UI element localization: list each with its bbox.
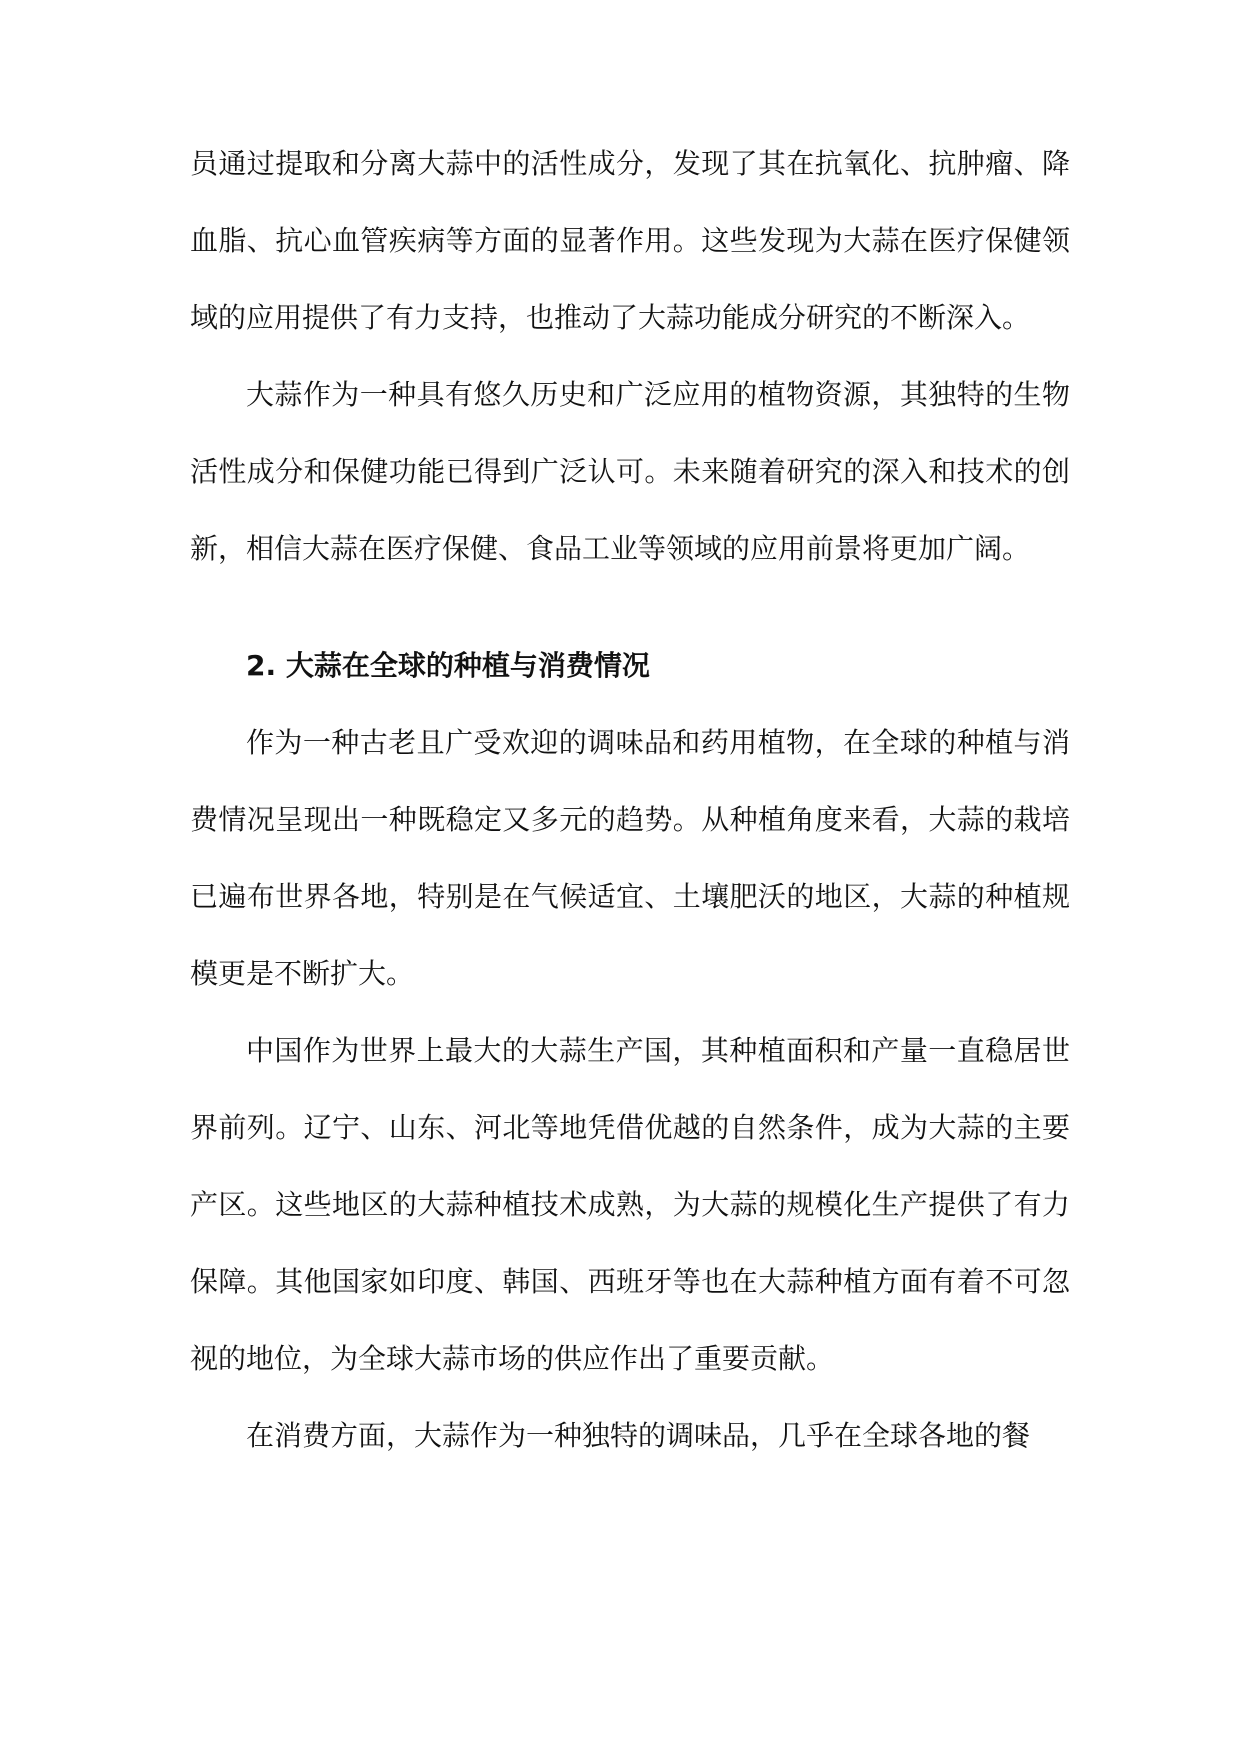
document-body — [190, 125, 1070, 1474]
paragraph: 作为一种古老且广受欢迎的调味品和药用植物，在全球的种植与消费情况呈现出一种既稳定又多元的趋势。从种植角度来看，大蒜的栽培已遍布世界各地，特别是在气候适宜、土壤肥沃的地区，大蒜的种植规模更是不断扩大。 — [190, 726, 1070, 990]
paragraph: 大蒜作为一种具有悠久历史和广泛应用的植物资源，其独特的生物活性成分和保健功能已得到广泛认可。未来随着研究的深入和技术的创新，相信大蒜在医疗保健、食品工业等领域的应用前景将更加广阔。 — [190, 378, 1070, 565]
paragraph: 在消费方面，大蒜作为一种独特的调味品，几乎在全球各地的餐 — [246, 1419, 1031, 1452]
paragraph: 中国作为世界上最大的大蒜生产国，其种植面积和产量一直稳居世界前列。辽宁、山东、河北等地凭借优越的自然条件，成为大蒜的主要产区。这些地区的大蒜种植技术成熟，为大蒜的规模化生产提供了有力保障。其他国家如印度、韩国、西班牙等也在大蒜种植方面有着不可忽视的地位，为全球大蒜市场的供应作出了重要贡献。 — [190, 1034, 1070, 1375]
section-gap — [190, 587, 1070, 627]
section-heading: 2. 大蒜在全球的种植与消费情况 — [246, 649, 650, 682]
paragraph-continuation: 员通过提取和分离大蒜中的活性成分，发现了其在抗氧化、抗肿瘤、降血脂、抗心血管疾病等方面的显著作用。这些发现为大蒜在医疗保健领域的应用提供了有力支持，也推动了大蒜功能成分研究的不断深入。 — [190, 147, 1070, 334]
